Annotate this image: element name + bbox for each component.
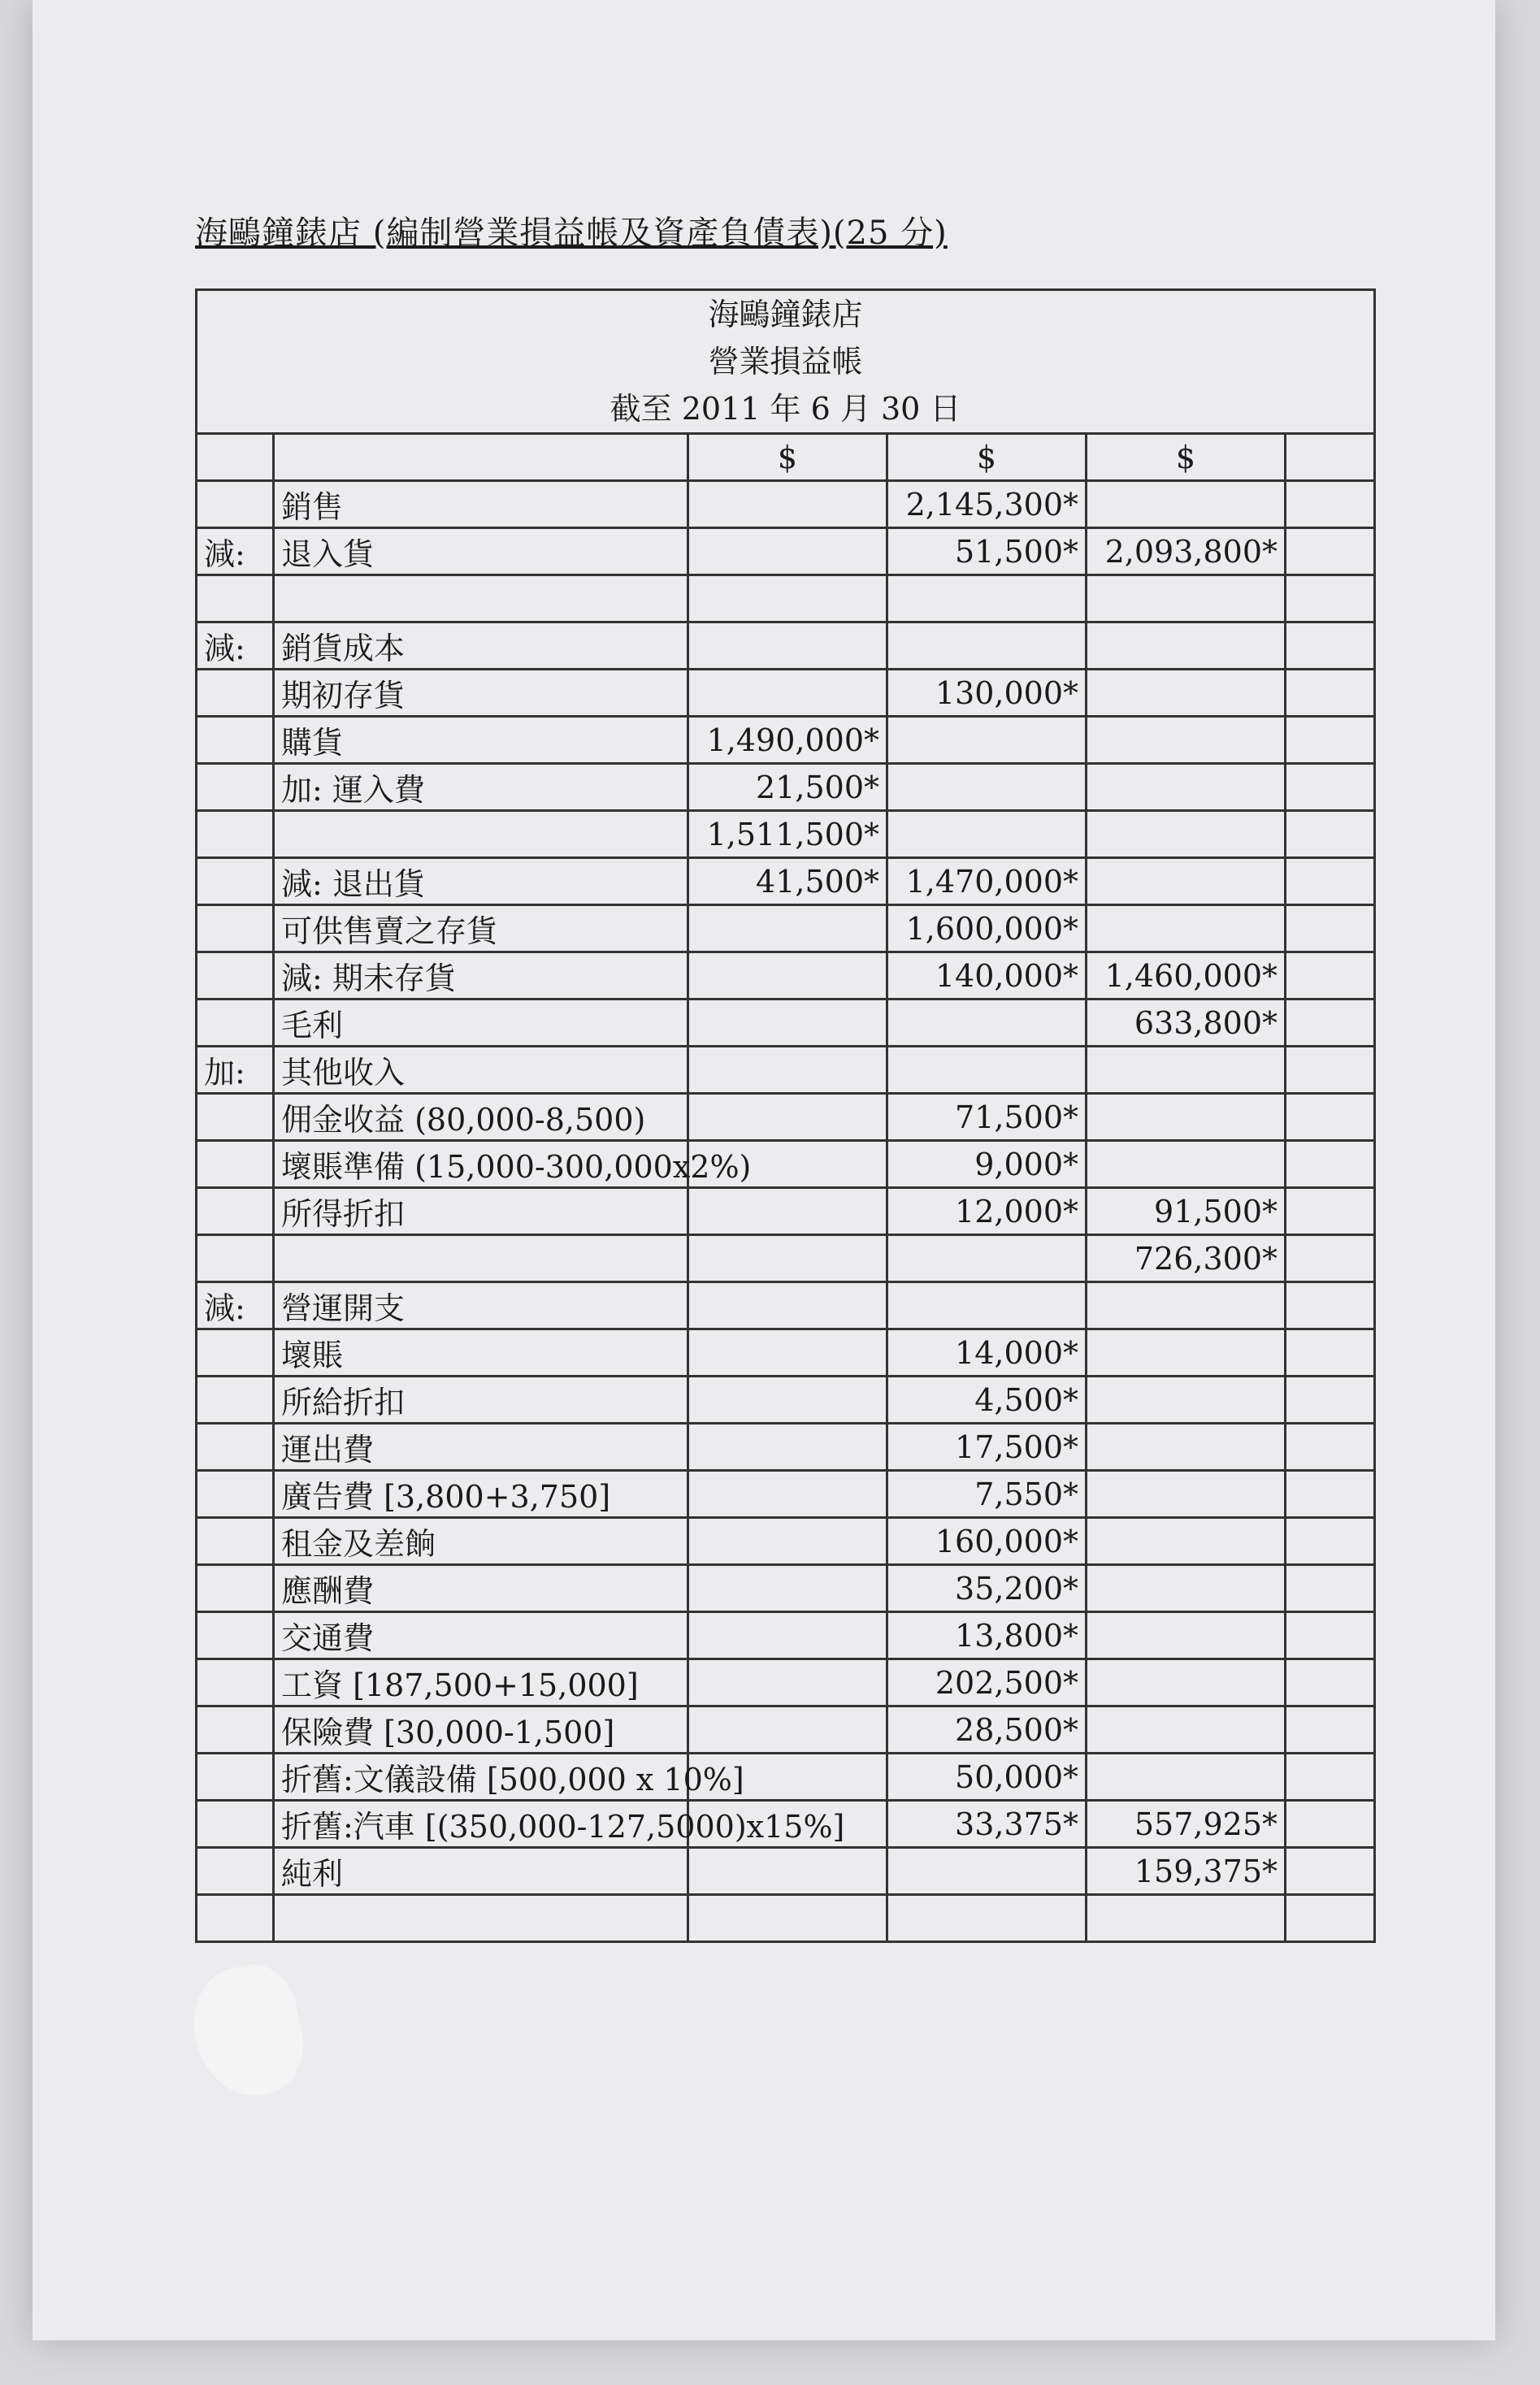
blank-cell bbox=[1286, 1424, 1375, 1471]
amount-col-2 bbox=[887, 1047, 1087, 1094]
income-statement-table bbox=[195, 288, 1376, 1943]
amount-col-3 bbox=[1087, 670, 1286, 717]
row-label: 佣金收益 (80,000-8,500) bbox=[274, 1094, 688, 1141]
amount-col-1 bbox=[688, 1612, 887, 1659]
table-row bbox=[197, 1377, 1375, 1424]
amount-col-1 bbox=[688, 1000, 887, 1047]
amount-col-3: 633,800* bbox=[1087, 1000, 1286, 1047]
table-row bbox=[197, 1329, 1375, 1377]
table-row bbox=[197, 1047, 1375, 1094]
row-prefix bbox=[197, 1141, 274, 1188]
amount-col-1 bbox=[688, 1895, 887, 1942]
row-label: 交通費 bbox=[274, 1612, 688, 1659]
statement-title bbox=[197, 290, 1375, 434]
amount-col-1 bbox=[688, 575, 887, 622]
amount-col-2: 71,500* bbox=[887, 1094, 1087, 1141]
amount-col-2: 17,500* bbox=[887, 1424, 1087, 1471]
blank-cell bbox=[1286, 575, 1375, 622]
row-label: 銷貨成本 bbox=[274, 622, 688, 670]
blank-cell bbox=[1286, 858, 1375, 905]
table-row bbox=[197, 1706, 1375, 1754]
blank-cell bbox=[1286, 1377, 1375, 1424]
amount-col-3: 557,925* bbox=[1087, 1801, 1286, 1848]
blank-cell bbox=[1286, 1235, 1375, 1282]
amount-col-1 bbox=[688, 1094, 887, 1141]
table-row bbox=[197, 1094, 1375, 1141]
amount-col-1 bbox=[688, 481, 887, 528]
amount-col-2 bbox=[887, 764, 1087, 811]
row-prefix bbox=[197, 481, 274, 528]
amount-col-2: 35,200* bbox=[887, 1565, 1087, 1612]
table-row bbox=[197, 528, 1375, 575]
blank-cell bbox=[1286, 1188, 1375, 1235]
amount-col-3 bbox=[1087, 1329, 1286, 1377]
currency-header-row bbox=[197, 434, 1375, 481]
row-prefix bbox=[197, 1612, 274, 1659]
blank-cell bbox=[1286, 1565, 1375, 1612]
table-row bbox=[197, 858, 1375, 905]
row-label: 加: 運入費 bbox=[274, 764, 688, 811]
amount-col-1 bbox=[688, 952, 887, 1000]
row-label: 廣告費 [3,800+3,750] bbox=[274, 1471, 688, 1518]
statement-period: 截至 2011 年 6 月 30 日 bbox=[609, 391, 961, 427]
amount-col-2 bbox=[887, 1235, 1087, 1282]
blank-cell bbox=[1286, 481, 1375, 528]
row-prefix bbox=[197, 1518, 274, 1565]
amount-col-1 bbox=[688, 1047, 887, 1094]
amount-col-1 bbox=[688, 1377, 887, 1424]
row-label bbox=[274, 1895, 688, 1942]
row-label: 可供售賣之存貨 bbox=[274, 905, 688, 952]
blank-cell bbox=[1286, 1471, 1375, 1518]
amount-col-3 bbox=[1087, 1471, 1286, 1518]
table-row bbox=[197, 670, 1375, 717]
amount-col-3 bbox=[1087, 1377, 1286, 1424]
table-row bbox=[197, 1141, 1375, 1188]
amount-col-1 bbox=[688, 1424, 887, 1471]
exercise-heading: 海鷗鐘錶店 (編制營業損益帳及資產負債表)(25 分) bbox=[195, 215, 948, 252]
row-label: 退入貨 bbox=[274, 528, 688, 575]
blank-cell bbox=[1286, 1282, 1375, 1329]
amount-col-1 bbox=[688, 528, 887, 575]
amount-col-3 bbox=[1087, 717, 1286, 764]
table-row bbox=[197, 764, 1375, 811]
row-label: 其他收入 bbox=[274, 1047, 688, 1094]
blank-cell bbox=[1286, 1047, 1375, 1094]
amount-col-2 bbox=[887, 1282, 1087, 1329]
row-prefix bbox=[197, 717, 274, 764]
row-label: 減: 期未存貨 bbox=[274, 952, 688, 1000]
amount-col-3 bbox=[1087, 1754, 1286, 1801]
row-prefix bbox=[197, 1754, 274, 1801]
amount-col-2: 1,600,000* bbox=[887, 905, 1087, 952]
row-prefix bbox=[197, 905, 274, 952]
row-prefix bbox=[197, 858, 274, 905]
row-prefix bbox=[197, 1706, 274, 1754]
table-row bbox=[197, 1518, 1375, 1565]
paper-sheet bbox=[33, 0, 1495, 2340]
row-prefix: 減: bbox=[197, 622, 274, 670]
amount-col-3 bbox=[1087, 1424, 1286, 1471]
amount-col-2: 51,500* bbox=[887, 528, 1087, 575]
amount-col-3 bbox=[1087, 1706, 1286, 1754]
row-prefix: 減: bbox=[197, 528, 274, 575]
amount-col-2: 14,000* bbox=[887, 1329, 1087, 1377]
row-label: 純利 bbox=[274, 1848, 688, 1895]
table-row bbox=[197, 1235, 1375, 1282]
row-prefix bbox=[197, 764, 274, 811]
row-prefix bbox=[197, 1235, 274, 1282]
blank-cell bbox=[1286, 670, 1375, 717]
blank-cell bbox=[1286, 1329, 1375, 1377]
table-row bbox=[197, 811, 1375, 858]
amount-col-3: 159,375* bbox=[1087, 1848, 1286, 1895]
blank-cell bbox=[1286, 1895, 1375, 1942]
amount-col-3 bbox=[1087, 1094, 1286, 1141]
row-prefix bbox=[197, 1471, 274, 1518]
blank-cell bbox=[1286, 1706, 1375, 1754]
row-prefix bbox=[197, 952, 274, 1000]
table-row bbox=[197, 952, 1375, 1000]
blank-cell bbox=[1286, 717, 1375, 764]
blank-cell bbox=[1286, 905, 1375, 952]
row-prefix bbox=[197, 1895, 274, 1942]
blank-cell bbox=[1286, 1801, 1375, 1848]
row-label: 工資 [187,500+15,000] bbox=[274, 1659, 688, 1706]
blank-cell bbox=[1286, 528, 1375, 575]
table-row bbox=[197, 622, 1375, 670]
row-label: 折舊:汽車 [(350,000-127,5000)x15%] bbox=[274, 1801, 688, 1848]
row-prefix bbox=[197, 670, 274, 717]
table-row bbox=[197, 1188, 1375, 1235]
row-label: 應酬費 bbox=[274, 1565, 688, 1612]
row-prefix bbox=[197, 1188, 274, 1235]
amount-col-2: 130,000* bbox=[887, 670, 1087, 717]
amount-col-1 bbox=[688, 1188, 887, 1235]
row-label: 期初存貨 bbox=[274, 670, 688, 717]
table-row bbox=[197, 905, 1375, 952]
row-prefix bbox=[197, 1424, 274, 1471]
amount-col-2: 50,000* bbox=[887, 1754, 1087, 1801]
amount-col-1: 21,500* bbox=[688, 764, 887, 811]
amount-col-1 bbox=[688, 1659, 887, 1706]
row-prefix bbox=[197, 811, 274, 858]
amount-col-3 bbox=[1087, 622, 1286, 670]
row-label: 營運開支 bbox=[274, 1282, 688, 1329]
table-row bbox=[197, 481, 1375, 528]
blank-cell bbox=[1286, 1754, 1375, 1801]
row-prefix bbox=[197, 1377, 274, 1424]
amount-col-3 bbox=[1087, 1047, 1286, 1094]
amount-col-3 bbox=[1087, 1895, 1286, 1942]
row-prefix bbox=[197, 575, 274, 622]
amount-col-1: 1,490,000* bbox=[688, 717, 887, 764]
amount-col-1 bbox=[688, 1518, 887, 1565]
company-name: 海鷗鐘錶店 bbox=[708, 297, 863, 332]
whiteout-mark bbox=[183, 1957, 313, 2106]
row-label: 折舊:文儀設備 [500,000 x 10%] bbox=[274, 1754, 688, 1801]
amount-col-3 bbox=[1087, 858, 1286, 905]
amount-col-3 bbox=[1087, 1141, 1286, 1188]
amount-col-2: 7,550* bbox=[887, 1471, 1087, 1518]
amount-col-1 bbox=[688, 1282, 887, 1329]
table-row bbox=[197, 1659, 1375, 1706]
amount-col-3 bbox=[1087, 811, 1286, 858]
row-label: 壞賬準備 (15,000-300,000x2%) bbox=[274, 1141, 688, 1188]
row-label bbox=[274, 811, 688, 858]
amount-col-1 bbox=[688, 1329, 887, 1377]
table-row bbox=[197, 1282, 1375, 1329]
amount-col-3 bbox=[1087, 575, 1286, 622]
currency-col-2: $ bbox=[887, 434, 1087, 481]
row-label: 保險費 [30,000-1,500] bbox=[274, 1706, 688, 1754]
table-row bbox=[197, 1848, 1375, 1895]
amount-col-1 bbox=[688, 1706, 887, 1754]
row-label: 所給折扣 bbox=[274, 1377, 688, 1424]
amount-col-1 bbox=[688, 1471, 887, 1518]
table-row bbox=[197, 1424, 1375, 1471]
amount-col-3 bbox=[1087, 481, 1286, 528]
blank-cell bbox=[1286, 764, 1375, 811]
amount-col-3: 91,500* bbox=[1087, 1188, 1286, 1235]
blank-cell bbox=[1286, 1141, 1375, 1188]
blank-cell bbox=[1286, 1659, 1375, 1706]
ledger-body bbox=[197, 481, 1375, 1942]
row-label: 減: 退出貨 bbox=[274, 858, 688, 905]
blank-cell bbox=[1286, 952, 1375, 1000]
table-row bbox=[197, 1565, 1375, 1612]
amount-col-2 bbox=[887, 811, 1087, 858]
amount-col-1 bbox=[688, 1235, 887, 1282]
amount-col-2 bbox=[887, 1000, 1087, 1047]
table-row bbox=[197, 1612, 1375, 1659]
currency-col-1: $ bbox=[688, 434, 887, 481]
amount-col-2 bbox=[887, 622, 1087, 670]
row-prefix bbox=[197, 1801, 274, 1848]
amount-col-3: 1,460,000* bbox=[1087, 952, 1286, 1000]
table-row bbox=[197, 717, 1375, 764]
row-label: 租金及差餉 bbox=[274, 1518, 688, 1565]
table-row bbox=[197, 1471, 1375, 1518]
amount-col-1 bbox=[688, 670, 887, 717]
row-label: 壞賬 bbox=[274, 1329, 688, 1377]
blank-cell bbox=[1286, 1518, 1375, 1565]
row-prefix bbox=[197, 1848, 274, 1895]
amount-col-3 bbox=[1087, 905, 1286, 952]
amount-col-3: 726,300* bbox=[1087, 1235, 1286, 1282]
amount-col-3 bbox=[1087, 764, 1286, 811]
amount-col-3 bbox=[1087, 1565, 1286, 1612]
blank-cell bbox=[1286, 622, 1375, 670]
row-prefix bbox=[197, 1565, 274, 1612]
amount-col-2 bbox=[887, 717, 1087, 764]
amount-col-2: 1,470,000* bbox=[887, 858, 1087, 905]
table-row bbox=[197, 1000, 1375, 1047]
row-prefix: 減: bbox=[197, 1282, 274, 1329]
table-row bbox=[197, 1801, 1375, 1848]
blank-cell bbox=[1286, 1848, 1375, 1895]
table-row bbox=[197, 1895, 1375, 1942]
amount-col-2 bbox=[887, 1895, 1087, 1942]
amount-col-1 bbox=[688, 622, 887, 670]
statement-title-row bbox=[197, 290, 1375, 434]
amount-col-1: 41,500* bbox=[688, 858, 887, 905]
blank-cell bbox=[1286, 811, 1375, 858]
row-label: 購貨 bbox=[274, 717, 688, 764]
amount-col-2: 4,500* bbox=[887, 1377, 1087, 1424]
statement-name: 營業損益帳 bbox=[708, 344, 863, 379]
row-label: 運出費 bbox=[274, 1424, 688, 1471]
row-label bbox=[274, 1235, 688, 1282]
row-label bbox=[274, 575, 688, 622]
amount-col-3 bbox=[1087, 1612, 1286, 1659]
amount-col-3 bbox=[1087, 1518, 1286, 1565]
amount-col-2 bbox=[887, 575, 1087, 622]
row-prefix bbox=[197, 1094, 274, 1141]
amount-col-1: 1,511,500* bbox=[688, 811, 887, 858]
amount-col-3: 2,093,800* bbox=[1087, 528, 1286, 575]
amount-col-2: 33,375* bbox=[887, 1801, 1087, 1848]
amount-col-2: 160,000* bbox=[887, 1518, 1087, 1565]
table-row bbox=[197, 575, 1375, 622]
row-prefix bbox=[197, 1000, 274, 1047]
currency-col-3: $ bbox=[1087, 434, 1286, 481]
amount-col-1 bbox=[688, 1848, 887, 1895]
amount-col-3 bbox=[1087, 1282, 1286, 1329]
amount-col-1 bbox=[688, 905, 887, 952]
table-row bbox=[197, 1754, 1375, 1801]
blank-cell bbox=[1286, 1094, 1375, 1141]
amount-col-2: 140,000* bbox=[887, 952, 1087, 1000]
row-prefix bbox=[197, 1329, 274, 1377]
amount-col-2: 2,145,300* bbox=[887, 481, 1087, 528]
amount-col-2 bbox=[887, 1848, 1087, 1895]
amount-col-2: 13,800* bbox=[887, 1612, 1087, 1659]
row-label: 毛利 bbox=[274, 1000, 688, 1047]
row-prefix bbox=[197, 1659, 274, 1706]
row-label: 所得折扣 bbox=[274, 1188, 688, 1235]
amount-col-2: 12,000* bbox=[887, 1188, 1087, 1235]
amount-col-2: 202,500* bbox=[887, 1659, 1087, 1706]
row-label: 銷售 bbox=[274, 481, 688, 528]
amount-col-3 bbox=[1087, 1659, 1286, 1706]
blank-cell bbox=[1286, 1000, 1375, 1047]
amount-col-2: 9,000* bbox=[887, 1141, 1087, 1188]
row-prefix: 加: bbox=[197, 1047, 274, 1094]
blank-cell bbox=[1286, 1612, 1375, 1659]
amount-col-1 bbox=[688, 1565, 887, 1612]
amount-col-2: 28,500* bbox=[887, 1706, 1087, 1754]
